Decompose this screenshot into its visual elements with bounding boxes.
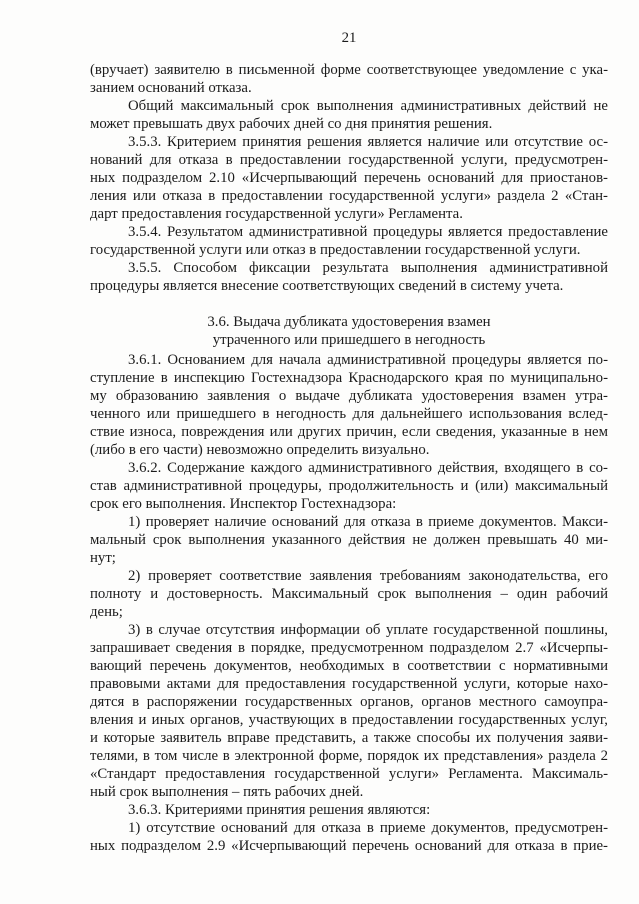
section-heading [90,313,608,349]
paragraph-3-5-5 [90,259,608,295]
paragraph-3-6-1 [90,351,608,459]
paragraph [90,97,608,133]
text-line: 1) проверяет наличие оснований для отказа в приеме документов. Макси- [128,514,608,530]
paragraph [90,61,608,97]
paragraph-3-6-2 [90,459,608,513]
text-line: дарт предоставления государственной услуги» Регламента. [90,206,463,222]
text-line: может превышать двух рабочих дней со дня принятия решения. [90,116,493,132]
text-line: 3.6.3. Критериями принятия решения являются: [128,802,431,818]
text-line: срок его выполнения. Инспектор Гостехнадзора: [90,496,397,512]
page-number: 21 [341,30,357,46]
criteria-item-1 [90,819,608,855]
list-item-2 [90,567,608,621]
text-line: 3.5.4. Результатом административной процедуры является предоставление [128,224,608,240]
text-line: вления и иных органов, участвующих в предоставлении государственных услуг, [90,712,608,728]
text-line: 3.5.3. Критерием принятия решения является наличие или отсутствие ос- [128,134,608,150]
text-line: занием оснований отказа. [90,80,252,96]
text-line: ступление в инспекцию Гостехнадзора Краснодарского края по муниципально- [90,370,608,386]
text-line: день; [90,604,123,620]
text-line: 3.6.2. Содержание каждого административного действия, входящего в со- [128,460,608,476]
text-line: и которые заявитель вправе представить, а также способы их получения заяви- [90,730,608,746]
text-line: 3.6.1. Основанием для начала административной процедуры является по- [128,352,608,368]
text-line: ствие износа, повреждения или других причин, если сведения, указанные в нем [90,424,608,440]
text-line: нований для отказа в предоставлении государственной услуги, предусмотрен- [90,152,608,168]
text-line: ных подразделом 2.9 «Исчерпывающий перечень оснований для отказа в прие- [90,838,608,854]
text-line: мальный срок выполнения указанного действия не должен превышать 40 ми- [90,532,608,548]
text-line: (либо в его части) невозможно определить визуально. [90,442,430,458]
text-line: ный срок выполнения – пять рабочих дней. [90,784,364,800]
text-line: му образованию заявления о выдаче дубликата удостоверения взамен утра- [90,388,608,404]
text-line: телями, в том числе в электронной форме, порядок их представления» раздела 2 [90,748,608,764]
text-line: ления или отказа в предоставлении государственной услуги» раздела 2 «Стан- [90,188,608,204]
text-line: Общий максимальный срок выполнения административных действий не [128,98,608,114]
text-line: «Стандарт предоставления государственной услуги» Регламента. Максималь- [90,766,608,782]
text-line: (вручает) заявителю в письменной форме соответствующее уведомление с ука- [90,62,608,78]
paragraph-3-6-3 [90,801,608,819]
list-item-1 [90,513,608,567]
text-line: 1) отсутствие оснований для отказа в приеме документов, предусмотрен- [128,820,608,836]
text-column [90,61,608,855]
text-line: государственной услуги или отказ в предоставлении государственной услуги. [90,242,581,258]
text-line: 2) проверяет соответствие заявления требованиям законодательства, его [128,568,608,584]
text-line: правовыми актами для предоставления государственной услуги, которые нахо- [90,676,608,692]
text-line: ных подразделом 2.10 «Исчерпывающий перечень оснований для приостанов- [90,170,608,186]
heading-line: утраченного или пришедшего в негодность [212,332,486,348]
text-line: полноту и достоверность. Максимальный срок выполнения – один рабочий [90,586,608,602]
text-line: нут; [90,550,116,566]
text-line: 3) в случае отсутствия информации об уплате государственной пошлины, [128,622,608,638]
paragraph-3-5-3 [90,133,608,223]
text-line: ченного или пришедшего в негодность для дальнейшего использования вслед- [90,406,608,422]
heading-line: 3.6. Выдача дубликата удостоверения взамен [207,314,491,330]
text-line: став административной процедуры, продолжительность и (или) максимальный [90,478,608,494]
text-line: запрашивает сведения в порядке, предусмотренном подразделом 2.7 «Исчерпы- [90,640,608,656]
text-line: процедуры является внесение соответствующих сведений в систему учета. [90,278,564,294]
paragraph-3-5-4 [90,223,608,259]
text-line: 3.5.5. Способом фиксации результата выполнения административной [128,260,608,276]
text-line: вающий перечень документов, необходимых в соответствии с нормативными [90,658,608,674]
text-line: дятся в распоряжении государственных органов, органов местного самоупра- [90,694,608,710]
list-item-3 [90,621,608,801]
